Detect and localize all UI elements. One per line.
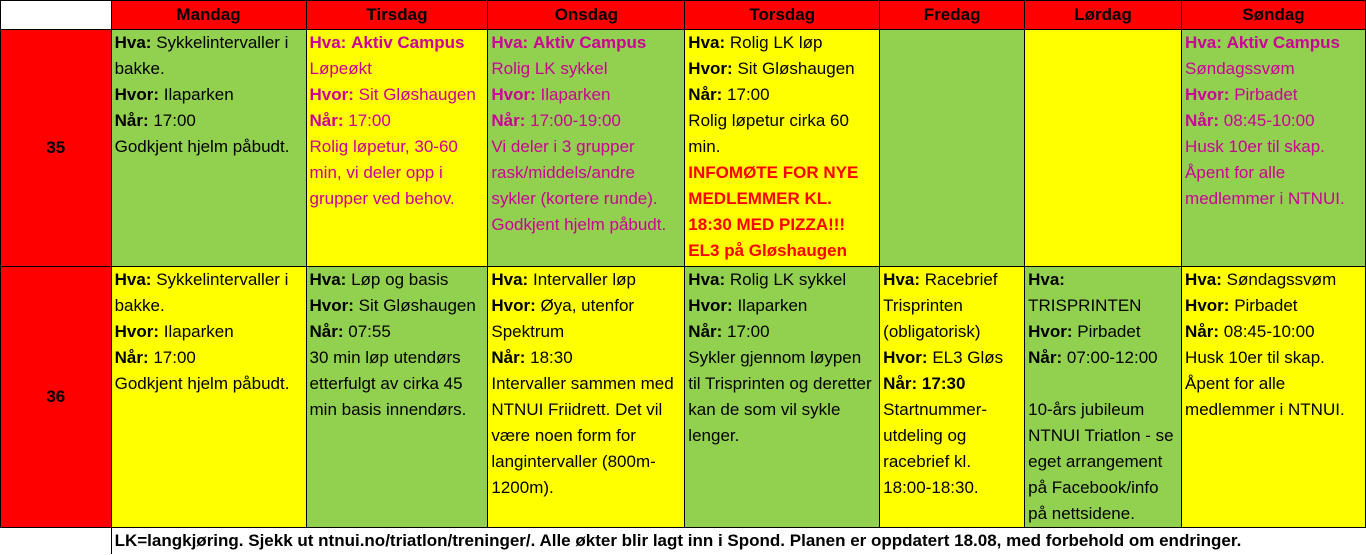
hvor-label: Hvor:	[491, 296, 536, 315]
nar-label: Når:	[114, 348, 149, 367]
session-where: Sit Gløshaugen	[358, 85, 476, 104]
hva-label: Hva:	[309, 270, 347, 289]
session-when: 08:45-10:00	[1223, 322, 1315, 341]
session-note: Husk 10er til skap.	[1185, 348, 1325, 367]
nar-label: Når:	[309, 322, 344, 341]
session-cell-tue	[306, 30, 488, 267]
session-when: 17:00-19:00	[530, 111, 621, 130]
session-cell-mon	[111, 30, 306, 267]
session-what: Søndagssvøm	[1226, 270, 1337, 289]
nar-label: Når:	[309, 111, 344, 130]
session-cell-sun	[1182, 30, 1366, 267]
session-when: 17:00	[727, 85, 770, 104]
session-where: Ilaparken	[540, 85, 611, 104]
session-where: Ilaparken	[737, 296, 808, 315]
week-row-35	[1, 30, 1366, 267]
session-note: 30 min løp utendørs etterfulgt av cirka 45 min basis innendørs.	[309, 348, 467, 419]
session-note: Sykler gjennom løypen til Trisprinten og deretter kan de som vil sykle lenger.	[688, 348, 872, 445]
week-row-36	[1, 267, 1366, 528]
hvor-label: Hvor:	[114, 322, 159, 341]
footer-row	[1, 528, 1366, 555]
infomote-location: EL3 på Gløshaugen	[688, 241, 847, 260]
session-cell-fri	[880, 267, 1025, 528]
session-cell-wed	[488, 267, 685, 528]
hva-label: Hva:	[1028, 270, 1065, 289]
session-when: 07:55	[348, 322, 391, 341]
session-note: Godkjent hjelm påbudt.	[491, 215, 667, 234]
hva-label: Hva:	[688, 33, 726, 52]
hva-label: Hva:	[309, 33, 347, 52]
session-where: Sit Gløshaugen	[737, 59, 855, 78]
session-where: Pirbadet	[1234, 85, 1298, 104]
session-subtitle: Søndagssvøm	[1185, 59, 1295, 78]
session-where: Øya, utenfor Spektrum	[491, 296, 635, 341]
session-cell-thu	[685, 30, 880, 267]
session-what: Aktiv Campus	[532, 33, 647, 52]
session-cell-sun	[1182, 267, 1366, 528]
session-note: Intervaller sammen med NTNUI Friidrett. Det vil være noen form for langintervaller (800m-1200m).	[491, 374, 674, 497]
hvor-label: Hvor:	[1185, 296, 1230, 315]
session-cell-wed	[488, 30, 685, 267]
session-where: Ilaparken	[163, 322, 234, 341]
nar-label: Når:	[688, 85, 723, 104]
session-note: Åpent for alle medlemmer i NTNUI.	[1185, 374, 1345, 419]
session-subtitle: Løpeøkt	[309, 59, 372, 78]
hvor-label: Hvor:	[688, 296, 733, 315]
day-header-thu: Torsdag	[685, 1, 880, 30]
session-cell-sat-empty	[1025, 30, 1182, 267]
session-what: Aktiv Campus	[351, 33, 465, 52]
day-header-sat: Lørdag	[1025, 1, 1182, 30]
session-when: 17:00	[348, 111, 391, 130]
session-what: TRISPRINTEN	[1028, 296, 1142, 315]
footer-note: LK=langkjøring. Sjekk ut ntnui.no/triatlon/treninger/. Alle økter blir lagt inn i Spond. Planen er oppdatert 18.08, med forbehold om endringer.	[111, 528, 1365, 555]
session-cell-thu	[685, 267, 880, 528]
session-note: Startnummer-utdeling og racebrief kl. 18:00-18:30.	[883, 400, 988, 497]
session-where: Pirbadet	[1234, 296, 1298, 315]
nar-label: Når:	[688, 322, 723, 341]
hva-label: Hva:	[1185, 33, 1222, 52]
nar-label: Når:	[491, 348, 526, 367]
header-row	[1, 1, 1366, 30]
hvor-label: Hvor:	[1028, 322, 1073, 341]
session-what: Sykkelintervaller i bakke.	[114, 270, 289, 315]
session-cell-mon	[111, 267, 306, 528]
day-header-wed: Onsdag	[488, 1, 685, 30]
session-where: Sit Gløshaugen	[358, 296, 476, 315]
footer-spacer	[1, 528, 112, 555]
nar-label: Når:	[114, 111, 149, 130]
corner-cell	[1, 1, 112, 30]
hva-label: Hva:	[688, 270, 726, 289]
session-note: Husk 10er til skap.	[1185, 137, 1325, 156]
session-note: Vi deler i 3 grupper rask/middels/andre sykler (kortere runde).	[491, 137, 658, 208]
hva-label: Hva:	[883, 270, 921, 289]
session-when: 18:30	[530, 348, 573, 367]
session-where: EL3 Gløs	[932, 348, 1004, 367]
week-number: 35	[1, 30, 112, 267]
day-header-mon: Mandag	[111, 1, 306, 30]
session-where: Ilaparken	[163, 85, 234, 104]
nar-label: Når:	[1185, 322, 1220, 341]
hva-label: Hva:	[1185, 270, 1222, 289]
session-when: 17:00	[727, 322, 770, 341]
session-cell-fri-empty	[880, 30, 1025, 267]
session-when: 07:00-12:00	[1066, 348, 1158, 367]
hvor-label: Hvor:	[1185, 85, 1230, 104]
session-what: Aktiv Campus	[1226, 33, 1341, 52]
hvor-label: Hvor:	[309, 85, 354, 104]
infomote-alert: INFOMØTE FOR NYE MEDLEMMER KL. 18:30 MED PIZZA!!!	[688, 163, 859, 234]
session-note: Rolig løpetur cirka 60 min.	[688, 111, 849, 156]
hva-label: Hva:	[491, 270, 529, 289]
session-cell-sat	[1025, 267, 1182, 528]
session-what: Sykkelintervaller i bakke.	[114, 33, 289, 78]
session-when: 17:30	[921, 374, 966, 393]
hvor-label: Hvor:	[688, 59, 733, 78]
session-what: Intervaller løp	[532, 270, 636, 289]
session-subtitle: Rolig LK sykkel	[491, 59, 608, 78]
week-number: 36	[1, 267, 112, 528]
session-what: Rolig LK løp	[729, 33, 823, 52]
session-what: Racebrief Trisprinten (obligatorisk)	[883, 270, 998, 341]
hvor-label: Hvor:	[491, 85, 536, 104]
hvor-label: Hvor:	[114, 85, 159, 104]
session-what: Løp og basis	[351, 270, 449, 289]
day-header-tue: Tirsdag	[306, 1, 488, 30]
nar-label: Når:	[1028, 348, 1063, 367]
session-cell-tue	[306, 267, 488, 528]
day-header-sun: Søndag	[1182, 1, 1366, 30]
hva-label: Hva:	[114, 33, 152, 52]
session-when: 17:00	[153, 111, 196, 130]
nar-label: Når:	[491, 111, 526, 130]
session-when: 08:45-10:00	[1223, 111, 1315, 130]
session-when: 17:00	[153, 348, 196, 367]
session-note: 10-års jubileum NTNUI Triatlon - se eget arrangement på Facebook/info på nettsidene.	[1028, 400, 1174, 523]
nar-label: Når:	[1185, 111, 1220, 130]
session-what: Rolig LK sykkel	[729, 270, 847, 289]
hvor-label: Hvor:	[883, 348, 928, 367]
hva-label: Hva:	[114, 270, 152, 289]
session-note: Åpent for alle medlemmer i NTNUI.	[1185, 163, 1345, 208]
session-note: Rolig løpetur, 30-60 min, vi deler opp i grupper ved behov.	[309, 137, 458, 208]
nar-label: Når:	[883, 374, 918, 393]
session-note: Godkjent hjelm påbudt.	[114, 374, 290, 393]
hvor-label: Hvor:	[309, 296, 354, 315]
hva-label: Hva:	[491, 33, 529, 52]
day-header-fri: Fredag	[880, 1, 1025, 30]
session-where: Pirbadet	[1077, 322, 1141, 341]
session-note: Godkjent hjelm påbudt.	[114, 137, 290, 156]
